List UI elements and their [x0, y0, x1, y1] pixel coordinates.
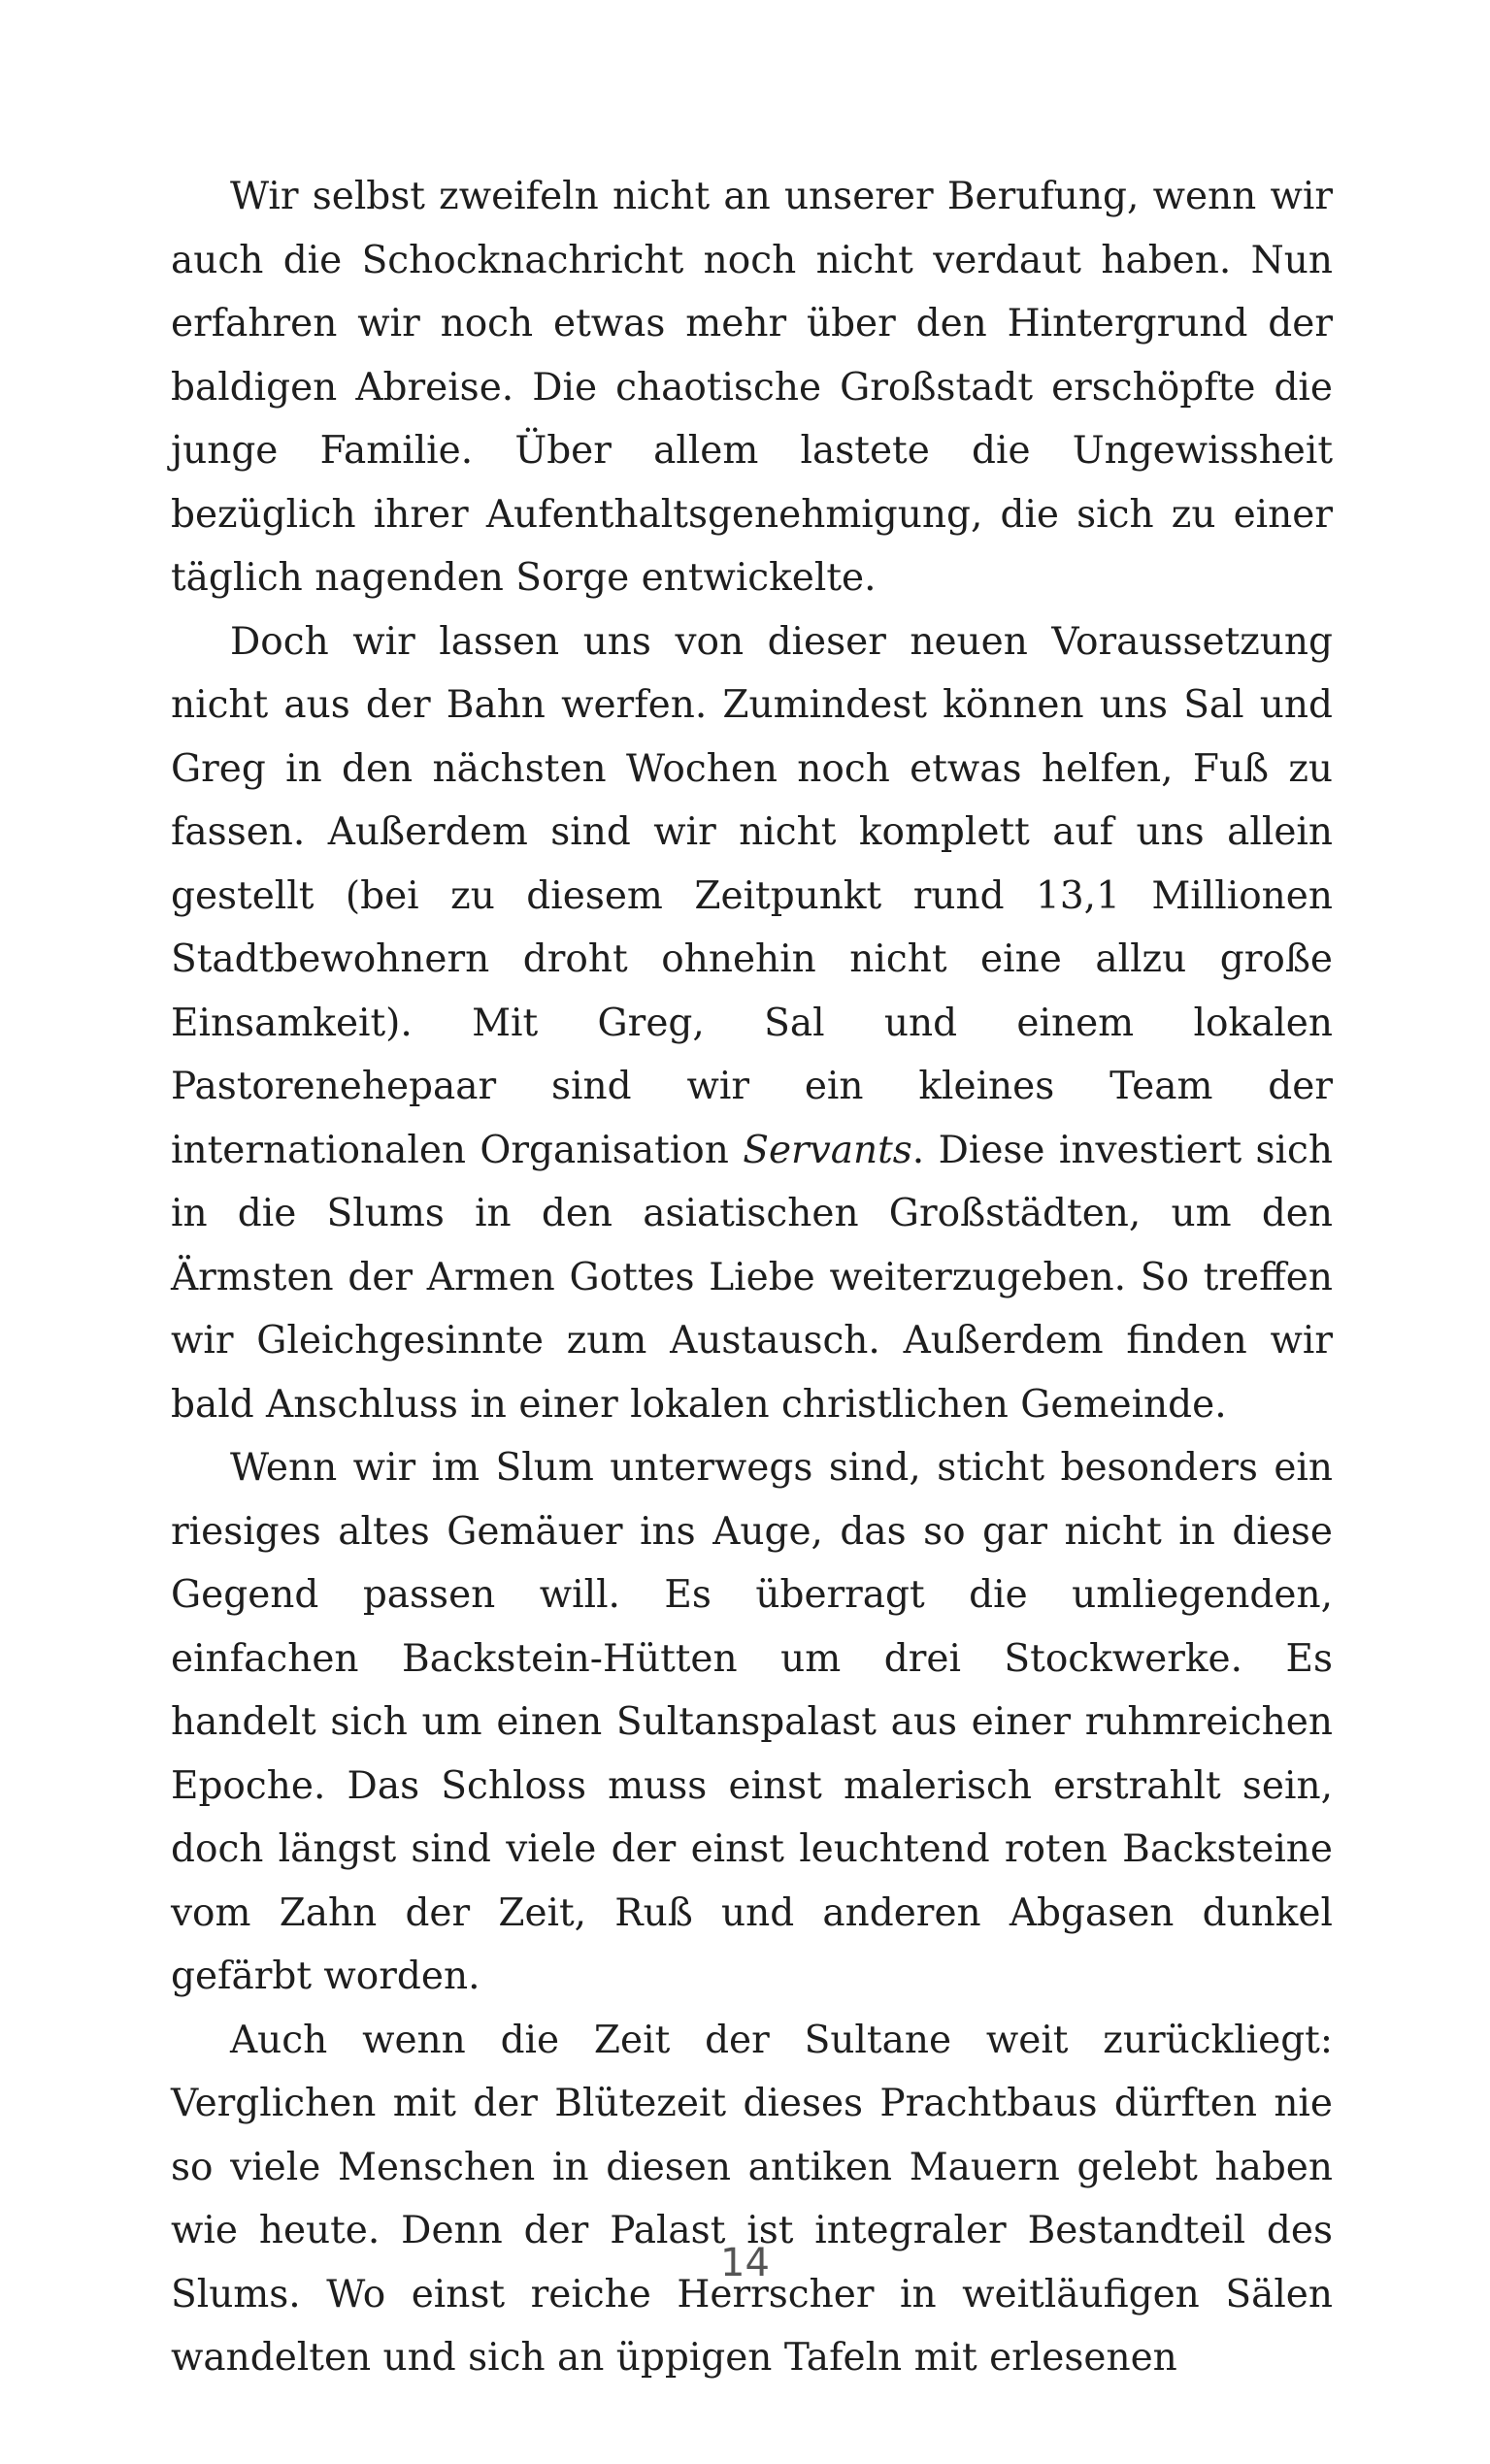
paragraph-3: Wenn wir im Slum unterwegs sind, sticht besonders ein riesiges altes Gemäuer ins Auge, das so gar nicht in diese Gegend passen will. Es überragt die umliegenden, einfachen Backstein-Hütten um drei Stockwerke. Es handelt sich um einen Sultanspalast aus einer ruhmreichen Epoche. Das Schloss muss einst malerisch erstrahlt sein, doch längst sind viele der einst leuchtend roten Backsteine vom Zahn der Zeit, Ruß und anderen Abgasen dunkel gefärbt worden. [171, 1446, 1333, 1998]
paragraph-2-text-start: Doch wir lassen uns von dieser neuen Voraussetzung nicht aus der Bahn werfen. Zumindest können uns Sal und Greg in den nächsten Wochen noch etwas helfen, Fuß zu fassen. Außerdem sind wir nicht komplett auf uns allein gestellt (bei zu diesem Zeitpunkt rund 13,1 Millionen Stadtbewohnern droht ohnehin nicht eine allzu große Einsamkeit). Mit Greg, Sal und einem lokalen Pastorenehepaar sind wir ein kleines Team der internationalen Organisation [171, 619, 1333, 1172]
paragraph-1: Wir selbst zweifeln nicht an unserer Berufung, wenn wir auch die Schocknachricht noch nicht verdaut haben. Nun erfahren wir noch etwas mehr über den Hintergrund der baldigen Abreise. Die chaotische Großstadt erschöpfte die junge Familie. Über allem lastete die Ungewissheit bezüglich ihrer Aufenthaltsgenehmigung, die sich zu einer täglich nagenden Sorge entwickelte. [171, 175, 1333, 600]
organisation-name: Servants [743, 1128, 912, 1172]
paragraph-4: Auch wenn die Zeit der Sultane weit zurückliegt: Verglichen mit der Blütezeit dieses Prachtbaus dürften nie so viele Menschen in diesen antiken Mauern gelebt haben wie heute. Denn der Palast ist integraler Bestandteil des Slums. Wo einst reiche Herrscher in weitläufigen Sälen wandelten und sich an üppigen Tafeln mit erlesenen [171, 2018, 1333, 2380]
paragraph-2-text-end: . Diese investiert sich in die Slums in den asiatischen Großstädten, um den Ärmsten der Armen Gottes Liebe weiterzugeben. So treffen wir Gleichgesinnte zum Austausch. Außerdem finden wir bald Anschluss in einer lokalen christlichen Gemeinde. [171, 1128, 1333, 1427]
paragraph-2 [171, 610, 1333, 1437]
body-text [171, 165, 1333, 2390]
page-number: 14 [720, 2241, 770, 2285]
